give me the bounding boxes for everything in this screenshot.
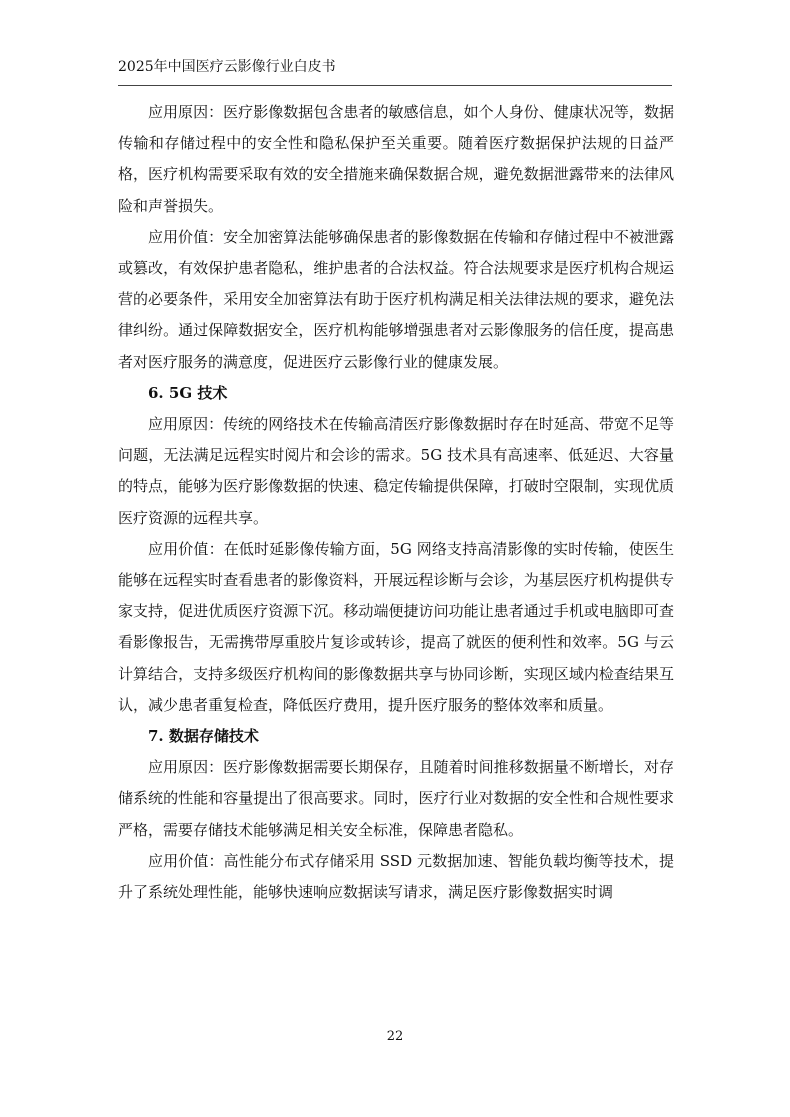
document-body xyxy=(118,97,674,908)
paragraph-storage-value xyxy=(118,846,674,908)
paragraph-text: 传统的网络技术在传输高清医疗影像数据时存在时延高、带宽不足等问题，无法满足远程实时阅片和会诊的需求。5G 技术具有高速率、低延迟、大容量的特点，能够为医疗影像数据的快速、稳定传输提供保障，打破时空限制，实现优质医疗资源的远程共享。 xyxy=(118,415,674,527)
paragraph-label: 应用原因： xyxy=(148,758,224,777)
paragraph-5g-reason xyxy=(118,409,674,534)
paragraph-text: 在低时延影像传输方面，5G 网络支持高清影像的实时传输，使医生能够在远程实时查看患者的影像资料，开展远程诊断与会诊，为基层医疗机构提供专家支持，促进优质医疗资源下沉。移动端便捷访问功能让患者通过手机或电脑即可查看影像报告，无需携带厚重胶片复诊或转诊，提高了就医的便利性和效率。5G 与云计算结合，支持多级医疗机构间的影像数据共享与协同诊断，实现区域内检查结果互认，减少患者重复检查，降低医疗费用，提升医疗服务的整体效率和质量。 xyxy=(118,539,674,714)
paragraph-label: 应用价值： xyxy=(148,227,224,246)
paragraph-5g-value xyxy=(118,534,674,721)
paragraph-text: 安全加密算法能够确保患者的影像数据在传输和存储过程中不被泄露或篡改，有效保护患者隐私，维护患者的合法权益。符合法规要求是医疗机构合规运营的必要条件，采用安全加密算法有助于医疗机构满足相关法律法规的要求，避免法律纠纷。通过保障数据安全，医疗机构能够增强患者对云影像服务的信任度，提高患者对医疗服务的满意度，促进医疗云影像行业的健康发展。 xyxy=(118,227,674,371)
paragraph-text: 高性能分布式存储采用 SSD 元数据加速、智能负载均衡等技术，提升了系统处理性能，能够快速响应数据读写请求，满足医疗影像数据实时调 xyxy=(118,851,674,902)
paragraph-label: 应用价值： xyxy=(148,851,224,870)
paragraph-text: 医疗影像数据包含患者的敏感信息，如个人身份、健康状况等，数据传输和存储过程中的安全性和隐私保护至关重要。随着医疗数据保护法规的日益严格，医疗机构需要采取有效的安全措施来确保数据合规，避免数据泄露带来的法律风险和声誉损失。 xyxy=(118,103,674,215)
paragraph-text: 医疗影像数据需要长期保存，且随着时间推移数据量不断增长，对存储系统的性能和容量提出了很高要求。同时，医疗行业对数据的安全性和合规性要求严格，需要存储技术能够满足相关安全标准，保障患者隐私。 xyxy=(118,758,674,839)
page-number: 22 xyxy=(386,1029,404,1044)
section-heading-storage: 7. 数据存储技术 xyxy=(148,727,259,746)
paragraph-label: 应用原因： xyxy=(148,103,224,121)
section-heading-5g: 6. 5G 技术 xyxy=(148,383,228,402)
page-header-title: 2025年中国医疗云影像行业白皮书 xyxy=(118,59,336,75)
header-divider xyxy=(118,85,672,86)
paragraph-label: 应用原因： xyxy=(148,415,224,434)
paragraph-security-reason xyxy=(118,97,674,222)
paragraph-storage-reason xyxy=(118,752,674,846)
paragraph-label: 应用价值： xyxy=(148,539,224,558)
paragraph-security-value xyxy=(118,222,674,378)
